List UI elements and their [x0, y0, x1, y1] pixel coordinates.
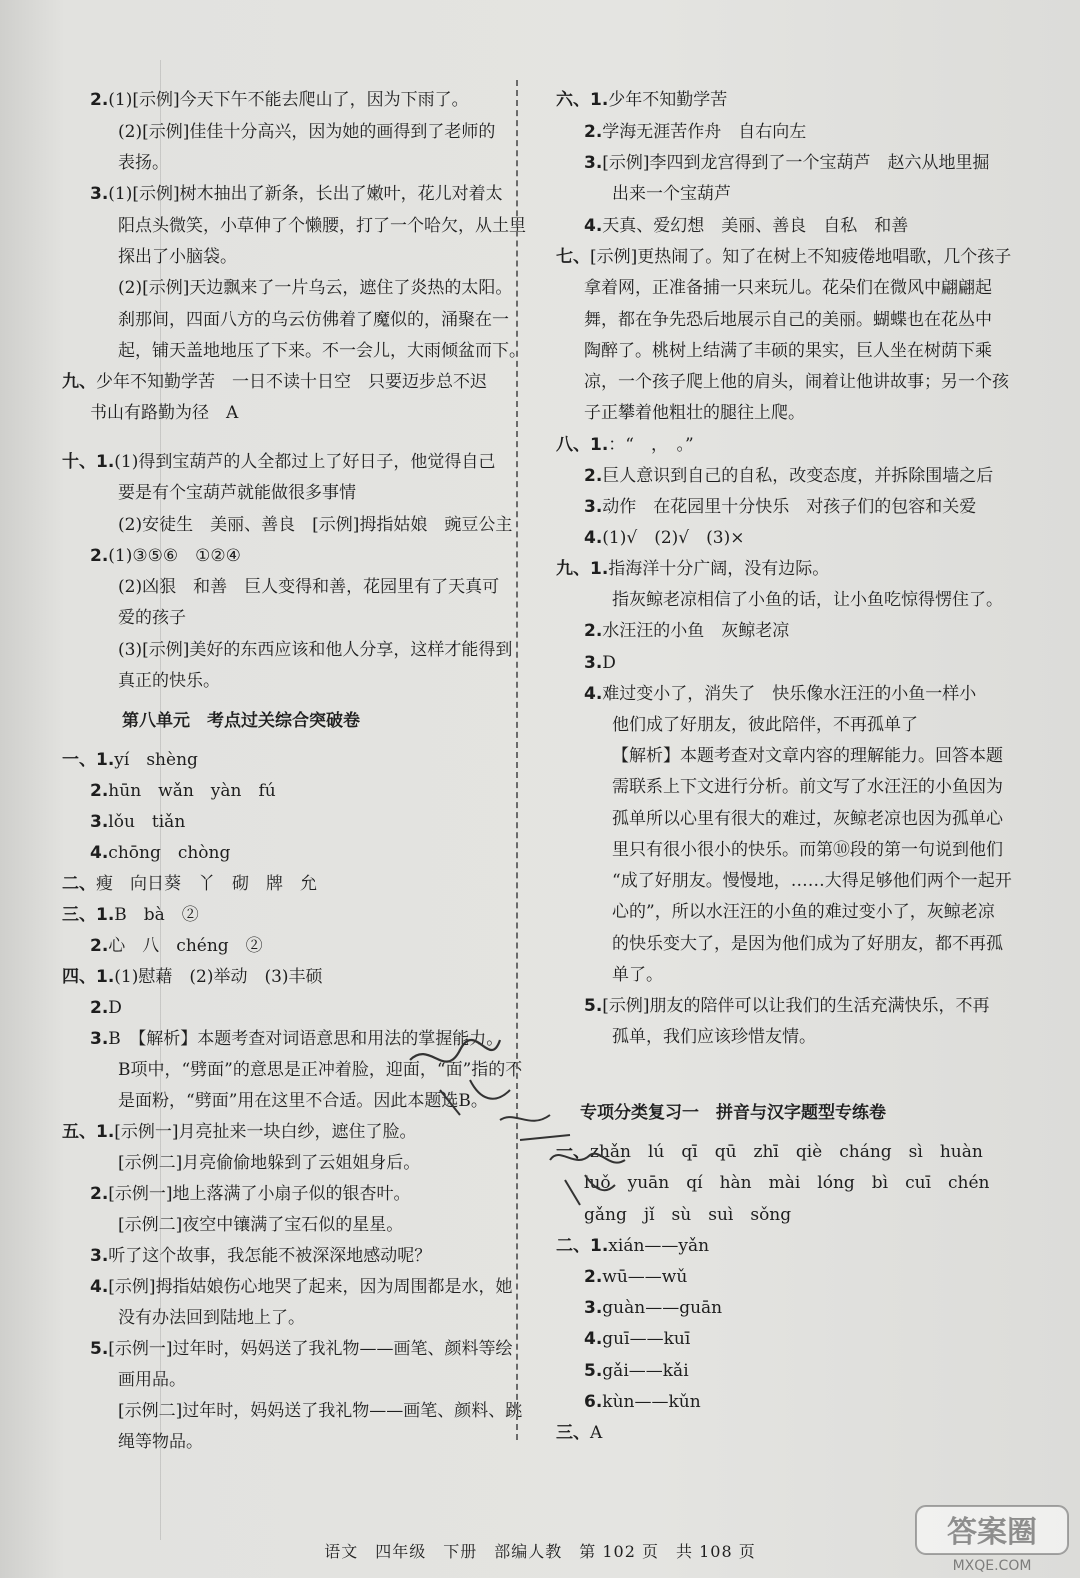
question-number: 四、1.: [62, 967, 115, 987]
answer-line: [584, 1296, 722, 1320]
question-number: 2.: [90, 546, 109, 566]
page-footer: 语文 四年级 下册 部编人教 第 102 页 共 108 页: [324, 1542, 756, 1561]
question-number: 七、: [556, 247, 590, 267]
answer-text: [示例二]月亮偷偷地躲到了云姐姐身后。: [118, 1153, 421, 1173]
answer-text: hūn wǎn yàn fú: [108, 781, 276, 801]
answer-line: [584, 994, 990, 1018]
answer-line: [556, 245, 1011, 269]
answer-line: [612, 588, 1003, 612]
question-number: 4.: [90, 1277, 109, 1297]
question-number: 3.: [584, 653, 603, 673]
answer-text: 刹那间，四面八方的乌云仿佛着了魔似的，涌聚在一: [118, 310, 509, 330]
answer-text: 指海洋十分广阔，没有边际。: [608, 559, 830, 579]
question-number: 2.: [584, 122, 603, 142]
answer-text: (1)[示例]今天下午不能去爬山了，因为下雨了。: [108, 90, 469, 110]
question-number: 2.: [90, 781, 109, 801]
answer-line: [118, 638, 512, 662]
answer-text: 没有办法回到陆地上了。: [118, 1308, 305, 1328]
answer-text: 子正攀着他粗壮的腿往上爬。: [584, 403, 805, 423]
answer-text: 真正的快乐。: [118, 671, 220, 691]
answer-text: 的快乐变大了，是因为他们成为了好朋友，都不再孤: [612, 934, 1003, 954]
question-number: 五、1.: [62, 1122, 115, 1142]
answer-text: A: [590, 1423, 603, 1443]
question-number: 4.: [90, 843, 109, 863]
answer-text: 孤单，我们应该珍惜友情。: [612, 1027, 816, 1047]
answer-line: [62, 748, 198, 772]
answer-line: [118, 308, 509, 332]
answer-text: B bà ②: [114, 905, 199, 925]
question-number: 三、: [556, 1423, 590, 1443]
question-number: 二、1.: [556, 1236, 609, 1256]
answer-text: [示例]更热闹了。知了在树上不知疲倦地唱歌，几个孩子: [590, 247, 1012, 267]
answer-text: “成了好朋友。慢慢地，……大得足够他们两个一起开: [612, 871, 1012, 891]
question-number: 2.: [90, 998, 109, 1018]
answer-text: [示例一]月亮扯来一块白纱，遮住了脸。: [114, 1122, 417, 1142]
answer-line: [62, 965, 323, 989]
question-number: 4.: [584, 1329, 603, 1349]
answer-text: (1)慰藉 (2)举动 (3)丰硕: [114, 967, 323, 987]
answer-text: 需联系上下文进行分析。前文写了水汪汪的小鱼因为: [612, 777, 1003, 797]
answer-text: 心 八 chéng ②: [108, 936, 263, 956]
answer-text: lǒu tiǎn: [108, 812, 186, 832]
answer-line: [612, 838, 1003, 862]
question-number: 2.: [90, 90, 109, 110]
answer-line: [90, 1182, 411, 1206]
answer-text: 阳点头微笑，小草伸了个懒腰，打了一个哈欠，从土里: [118, 216, 526, 236]
answer-text: 出来一个宝葫芦: [612, 184, 731, 204]
answer-text: 探出了小脑袋。: [118, 247, 237, 267]
answer-text: 难过变小了，消失了 快乐像水汪汪的小鱼一样小: [602, 684, 977, 704]
answer-text: 心的”，所以水汪汪的小鱼的难过变小了，灰鲸老凉: [612, 902, 995, 922]
answer-line: [584, 464, 993, 488]
answer-line: [118, 276, 512, 300]
answer-line: [118, 339, 526, 363]
answer-line: [584, 651, 616, 675]
question-number: 三、1.: [62, 905, 115, 925]
answer-line: [584, 619, 789, 643]
question-number: 4.: [584, 528, 603, 548]
answer-text: D: [602, 653, 616, 673]
answer-line: [90, 401, 238, 425]
answer-text: (2)凶狠 和善 巨人变得和善，花园里有了天真可: [118, 577, 500, 597]
answer-line: [584, 151, 990, 175]
answer-text: (1)√ (2)√ (3)×: [602, 528, 745, 548]
question-number: 二、: [62, 874, 96, 894]
answer-text: 动作 在花园里十分快乐 对孩子们的包容和关爱: [602, 497, 977, 517]
answer-line: [584, 276, 992, 300]
answer-line: [118, 1399, 522, 1423]
answer-line: [584, 308, 992, 332]
answer-line: [118, 1151, 420, 1175]
answer-line: [90, 88, 469, 112]
answer-text: 少年不知勤学苦 一日不读十日空 只要迈步总不迟: [96, 372, 487, 392]
answer-line: [556, 557, 829, 581]
answer-text: 巨人意识到自己的自私，改变态度，并拆除围墙之后: [602, 466, 994, 486]
answer-text: [示例一]过年时，妈妈送了我礼物——画笔、颜料等绘: [108, 1339, 513, 1359]
answer-text: 【解析】本题考查对文章内容的理解能力。回答本题: [612, 746, 1003, 766]
answer-line: [90, 996, 122, 1020]
question-number: 4.: [584, 684, 603, 704]
question-number: 5.: [584, 996, 603, 1016]
answer-line: [90, 779, 276, 803]
answer-line: [556, 88, 727, 112]
question-number: 4.: [584, 216, 603, 236]
answer-text: 拿着网，正准备捕一只来玩儿。花朵们在微风中翩翩起: [584, 278, 992, 298]
question-number: 一、: [556, 1142, 590, 1162]
answer-line: [612, 900, 995, 924]
answer-line: [584, 526, 744, 550]
answer-text: B项中，“劈面”的意思是正冲着脸，迎面，“面”指的不: [118, 1060, 523, 1080]
answer-line: [118, 1213, 403, 1237]
answer-text: gǎi——kǎi: [602, 1361, 689, 1381]
answer-text: (2)[示例]天边飘来了一片乌云，遮住了炎热的太阳。: [118, 278, 513, 298]
answer-text: 凉，一个孩子爬上他的肩头，闹着让他讲故事；另一个孩: [584, 372, 1009, 392]
answer-text: [示例二]夜空中镶满了宝石似的星星。: [118, 1215, 404, 1235]
answer-line: [118, 1430, 203, 1454]
answer-text: guàn——guān: [602, 1298, 723, 1318]
section-heading: 第八单元 考点过关综合突破卷: [122, 711, 360, 731]
answer-text: 里只有很小很小的快乐。而第⑩段的第一句说到他们: [612, 840, 1003, 860]
answer-line: [118, 606, 186, 630]
answer-line: [612, 1025, 816, 1049]
answer-line: [118, 245, 237, 269]
answer-line: [118, 214, 526, 238]
question-number: 八、1.: [556, 435, 609, 455]
answer-text: chōng chòng: [108, 843, 231, 863]
answer-text: [示例二]过年时，妈妈送了我礼物——画笔、颜料、跳: [118, 1401, 523, 1421]
answer-line: [62, 450, 495, 474]
answer-text: 他们成了好朋友，彼此陪伴，不再孤单了: [612, 715, 918, 735]
question-number: 3.: [584, 1298, 603, 1318]
answer-line: [90, 1337, 513, 1361]
answer-line: [584, 1390, 701, 1414]
question-number: 六、1.: [556, 90, 609, 110]
question-number: 6.: [584, 1392, 603, 1412]
answer-text: 孤单所以心里有很大的难过，灰鲸老凉也因为孤单心: [612, 809, 1003, 829]
answer-text: (3)[示例]美好的东西应该和他人分享，这样才能得到: [118, 640, 513, 660]
answer-text: (1)[示例]树木抽出了新条，长出了嫩叶，花儿对着太: [108, 184, 503, 204]
answer-text: wū——wǔ: [602, 1267, 688, 1287]
question-number: 2.: [584, 466, 603, 486]
answer-text: 单了。: [612, 965, 663, 985]
answer-text: 起，铺天盖地地压了下来。不一会儿，大雨倾盆而下。: [118, 341, 526, 361]
answer-line: [118, 669, 220, 693]
answer-line: [90, 182, 503, 206]
answer-text: 指灰鲸老凉相信了小鱼的话，让小鱼吃惊得愣住了。: [612, 590, 1003, 610]
answer-text: 爱的孩子: [118, 608, 186, 628]
svg-text:MXQE.COM: MXQE.COM: [952, 1558, 1032, 1574]
answer-text: 书山有路勤为径 A: [90, 403, 239, 423]
answer-text: kùn——kǔn: [602, 1392, 701, 1412]
answer-line: [556, 1234, 709, 1258]
watermark-logo: [912, 1502, 1072, 1574]
question-number: 2.: [584, 621, 603, 641]
answer-line: [90, 544, 241, 568]
answer-line: [90, 1275, 513, 1299]
answer-text: [示例一]地上落满了小扇子似的银杏叶。: [108, 1184, 411, 1204]
answer-line: [584, 120, 806, 144]
answer-line: [584, 214, 908, 238]
answer-text: yí shèng: [114, 750, 198, 770]
answer-line: [612, 807, 1003, 831]
answer-line: [62, 370, 487, 394]
answer-text: 听了这个故事，我怎能不被深深地感动呢？: [108, 1246, 432, 1266]
answer-line: [584, 495, 976, 519]
answer-text: 要是有个宝葫芦就能做很多事情: [118, 483, 356, 503]
answer-text: luǒ yuān qí hàn mài lóng bì cuī chén: [584, 1173, 990, 1193]
answer-text: 学海无涯苦作舟 自右向左: [602, 122, 807, 142]
answer-text: 天真、爱幻想 美丽、善良 自私 和善: [602, 216, 909, 236]
answer-line: [584, 1171, 990, 1195]
question-number: 3.: [90, 1029, 109, 1049]
question-number: 3.: [90, 1246, 109, 1266]
question-number: 十、1.: [62, 452, 115, 472]
answer-text: (2)安徒生 美丽、善良 [示例]拇指姑娘 豌豆公主: [118, 515, 513, 535]
answer-text: ：“ ， 。”: [608, 435, 694, 455]
answer-line: [584, 1265, 687, 1289]
answer-line: [62, 1120, 417, 1144]
answer-line: [612, 869, 1012, 893]
answer-line: [118, 481, 356, 505]
column-divider: [516, 80, 518, 1440]
answer-text: gǎng jǐ sù suì sǒng: [584, 1205, 792, 1225]
answer-line: [584, 401, 805, 425]
question-number: 2.: [90, 1184, 109, 1204]
answer-line: [612, 932, 1003, 956]
svg-text:答案圈: 答案圈: [947, 1515, 1037, 1550]
question-number: 一、1.: [62, 750, 115, 770]
answer-line: [118, 1306, 305, 1330]
answer-text: 少年不知勤学苦: [608, 90, 728, 110]
answer-text: [示例]拇指姑娘伤心地哭了起来，因为周围都是水，她: [108, 1277, 513, 1297]
answer-line: [118, 1368, 186, 1392]
answer-line: [612, 182, 731, 206]
answer-text: (1)得到宝葫芦的人全都过上了好日子，他觉得自己: [114, 452, 496, 472]
question-number: 3.: [584, 497, 603, 517]
question-number: 2.: [90, 936, 109, 956]
answer-text: [示例]朋友的陪伴可以让我们的生活充满快乐，不再: [602, 996, 990, 1016]
answer-text: (1)③⑤⑥ ①②④: [108, 546, 241, 566]
answer-line: [556, 433, 694, 457]
answer-line: [612, 963, 663, 987]
answer-text: guī——kuī: [602, 1329, 691, 1349]
answer-line: [118, 575, 499, 599]
question-number: 5.: [584, 1361, 603, 1381]
question-number: 九、: [62, 372, 96, 392]
answer-text: B 【解析】本题考查对词语意思和用法的掌握能力。: [108, 1029, 504, 1049]
answer-line: [612, 744, 1003, 768]
question-number: 九、1.: [556, 559, 609, 579]
answer-line: [118, 120, 495, 144]
answer-text: (2)[示例]佳佳十分高兴，因为她的画得到了老师的: [118, 122, 496, 142]
answer-line: [90, 1244, 431, 1268]
question-number: 3.: [584, 153, 603, 173]
answer-line: [62, 872, 317, 896]
answer-text: 是面粉，“劈面”用在这里不合适。因此本题选B。: [118, 1091, 488, 1111]
answer-text: zhǎn lú qī qū zhī qiè cháng sì huàn: [590, 1142, 983, 1162]
answer-line: [90, 841, 230, 865]
answer-text: xián——yǎn: [608, 1236, 710, 1256]
answer-line: [584, 1327, 690, 1351]
answer-line: [584, 1359, 689, 1383]
answer-line: [62, 903, 199, 927]
answer-text: 水汪汪的小鱼 灰鲸老凉: [602, 621, 790, 641]
answer-line: [584, 370, 1009, 394]
answer-text: 绳等物品。: [118, 1432, 203, 1452]
question-number: 3.: [90, 812, 109, 832]
answer-line: [556, 1421, 602, 1445]
question-number: 5.: [90, 1339, 109, 1359]
answer-line: [584, 339, 992, 363]
answer-text: 陶醉了。桃树上结满了丰硕的果实，巨人坐在树荫下乘: [584, 341, 992, 361]
answer-text: 舞，都在争先恐后地展示自己的美丽。蝴蝶也在花丛中: [584, 310, 992, 330]
answer-line: [90, 810, 185, 834]
answer-line: [118, 513, 512, 537]
answer-text: 画用品。: [118, 1370, 186, 1390]
answer-text: 表扬。: [118, 153, 169, 173]
question-number: 3.: [90, 184, 109, 204]
question-number: 2.: [584, 1267, 603, 1287]
answer-line: [90, 934, 263, 958]
handwritten-scribble: [400, 1020, 640, 1220]
answer-line: [584, 682, 976, 706]
answer-line: [612, 713, 918, 737]
answer-line: [118, 151, 169, 175]
section-heading: 专项分类复习一 拼音与汉字题型专练卷: [580, 1103, 886, 1123]
answer-line: [612, 775, 1003, 799]
answer-text: D: [108, 998, 122, 1018]
answer-text: 瘦 向日葵 丫 砌 牌 允: [96, 874, 317, 894]
answer-text: [示例]李四到龙宫得到了一个宝葫芦 赵六从地里掘: [602, 153, 990, 173]
